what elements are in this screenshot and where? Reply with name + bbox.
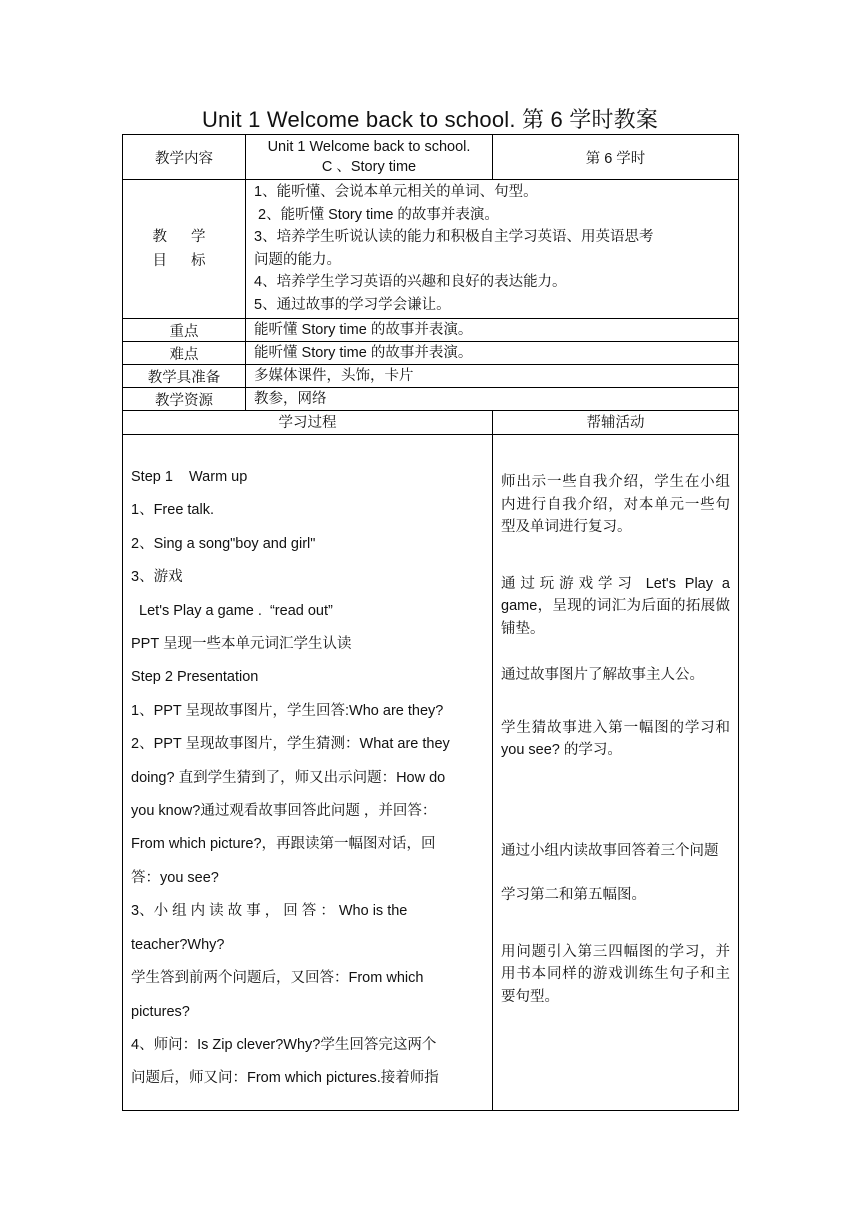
process-line: 学生答到前两个问题后，又回答：From which [131,970,424,987]
period-value: 第 6 学时 [493,135,739,180]
activity-item: 学生猜故事进入第一幅图的学习和 you see? 的学习。 [501,719,730,758]
process-line: 3、小 组 内 读 故 事 ， 回 答 ： Who is the [131,903,408,920]
process-line: you know?通过观看故事回答此问题 ，并回答： [131,803,437,820]
objectives-label [123,180,246,319]
process-header: 学习过程 [123,411,493,435]
objective-item: 3、培养学生听说认读的能力和积极自主学习英语、用英语思考 [254,229,654,245]
activity-cell [493,435,739,1111]
process-line: Step 2 Presentation [131,669,259,686]
prep-label: 教学具准备 [123,365,246,388]
key-point-value: 能听懂 Story time 的故事并表演。 [246,319,739,342]
activity-item: 通过玩游戏学习 Let's Play a game，呈现的词汇为后面的拓展做铺垫。 [501,575,730,637]
process-line: Step 1 Warm up [131,469,248,485]
prep-value: 多媒体课件，头饰，卡片 [246,365,739,388]
process-line: 3、游戏 [131,569,183,586]
process-line: doing? 直到学生猜到了，师又出示问题：How do [131,769,446,786]
prep-row [123,365,739,388]
activity-item: 通过故事图片了解故事主人公。 [501,667,704,683]
activity-header: 帮辅活动 [493,411,739,435]
objective-item: 2、能听懂 Story time 的故事并表演。 [254,206,499,223]
objectives-list [246,180,739,319]
process-header-row [123,411,739,435]
process-line: 2、PPT 呈现故事图片，学生猜测：What are they [131,736,450,753]
process-line: 1、Free talk. [131,502,214,519]
activity-item: 用问题引入第三四幅图的学习，并用书本同样的游戏训练生句子和主要句型。 [501,943,730,1005]
content-label: 教学内容 [123,135,246,180]
objective-item: 问题的能力。 [254,251,341,268]
process-line: 问题后，师又问：From which pictures.接着师指 [131,1070,439,1087]
content-value-line2: C 、Story time [321,159,417,175]
content-row [123,135,739,180]
resources-label: 教学资源 [123,388,246,411]
difficulty-row [123,342,739,365]
process-line: From which picture?，再跟读第一幅图对话，回 [131,836,436,853]
process-cell [123,435,493,1111]
resources-row [123,388,739,411]
process-line: Let's Play a game . “read out” [131,602,333,619]
objectives-label-line1: 教 学 [152,229,216,245]
objectives-label-line2: 目 标 [152,253,216,269]
process-line: 2、Sing a song"boy and girl" [131,535,316,552]
activity-item: 学习第二和第五幅图。 [501,887,646,903]
objective-item: 5、通过故事的学习学会谦让。 [254,296,451,313]
difficulty-value: 能听懂 Story time 的故事并表演。 [246,342,739,365]
process-line: pictures? [131,1003,190,1020]
process-line: PPT 呈现一些本单元词汇学生认读 [131,636,352,653]
objective-item: 1、能听懂、会说本单元相关的单词、句型。 [254,184,538,200]
objective-item: 4、培养学生学习英语的兴趣和良好的表达能力。 [254,274,567,290]
process-row [123,435,739,1111]
difficulty-label: 难点 [123,342,246,365]
resources-value: 教参，网络 [246,388,739,411]
process-line: 4、师问：Is Zip clever?Why?学生回答完这两个 [131,1036,437,1053]
process-line: 答：you see? [131,869,219,886]
process-line: 1、PPT 呈现故事图片，学生回答:Who are they? [131,702,444,719]
content-value [246,135,493,180]
activity-item: 通过小组内读故事回答着三个问题 [501,842,719,859]
lesson-plan-table [122,134,739,1111]
document-title: Unit 1 Welcome back to school. 第 6 学时教案 [201,107,659,132]
key-point-row [123,319,739,342]
content-value-line1: Unit 1 Welcome back to school. [267,139,471,155]
process-line: teacher?Why? [131,936,225,953]
activity-item: 师出示一些自我介绍，学生在小组内进行自我介绍，对本单元一些句型及单词进行复习。 [501,474,730,535]
key-point-label: 重点 [123,319,246,342]
objectives-row [123,180,739,319]
